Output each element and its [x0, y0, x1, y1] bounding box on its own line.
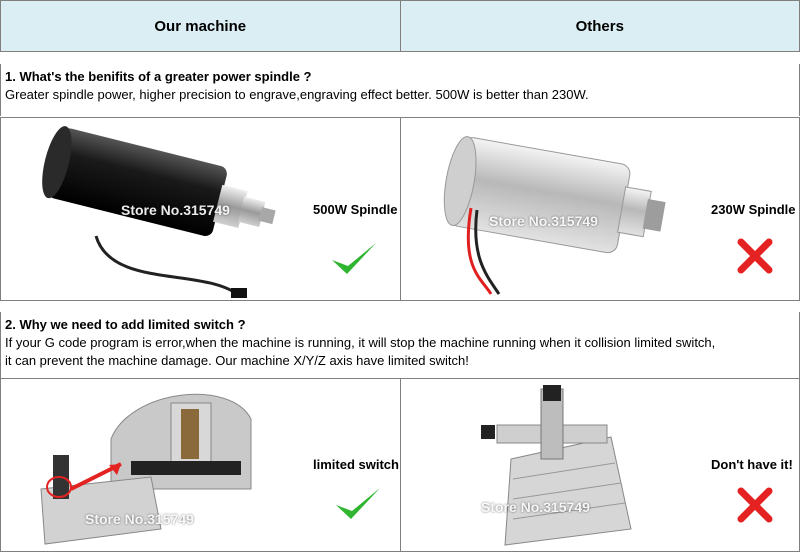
- spindle-500w-label: 500W Spindle: [313, 202, 398, 217]
- cross-icon: [737, 487, 773, 523]
- section-2-body-line1: If your G code program is error,when the machine is running, it will stop the machine running when it collision limited switch,: [5, 335, 716, 350]
- section-1-question: 1. What's the benifits of a greater power spindle ?: [5, 69, 312, 84]
- spindle-230w-label: 230W Spindle: [711, 202, 796, 217]
- section-2-body-line2: it can prevent the machine damage. Our machine X/Y/Z axis have limited switch!: [5, 353, 469, 368]
- our-spindle-cell: [0, 118, 400, 300]
- dont-have-it-label: Don't have it!: [711, 457, 793, 472]
- limit-switch-comparison-row: [0, 378, 800, 552]
- watermark-text: Store No.315749: [121, 202, 230, 218]
- watermark-text: Store No.315749: [85, 511, 194, 527]
- cross-icon: [737, 238, 773, 274]
- watermark-text: Store No.315749: [489, 213, 598, 229]
- other-spindle-cell: [400, 118, 800, 300]
- machine-without-limit-switch-image: [401, 379, 701, 552]
- section-2-question: 2. Why we need to add limited switch ?: [5, 317, 246, 332]
- watermark-text: Store No.315749: [481, 499, 590, 515]
- spindle-230w-image: [401, 118, 701, 302]
- check-icon: [329, 238, 379, 278]
- header-our-machine: Our machine: [154, 17, 247, 35]
- header-others: Others: [400, 1, 800, 51]
- check-icon: [333, 483, 383, 523]
- section-1-body: Greater spindle power, higher precision to engrave,engraving effect better. 500W is better than 230W.: [5, 87, 589, 102]
- spindle-comparison-row: [0, 117, 800, 301]
- our-machine-cell: [0, 379, 400, 551]
- section-2-text: [0, 312, 800, 378]
- limited-switch-label: limited switch: [313, 457, 399, 472]
- comparison-header: [0, 0, 800, 52]
- section-1-text: [0, 64, 800, 116]
- other-machine-cell: [400, 379, 800, 551]
